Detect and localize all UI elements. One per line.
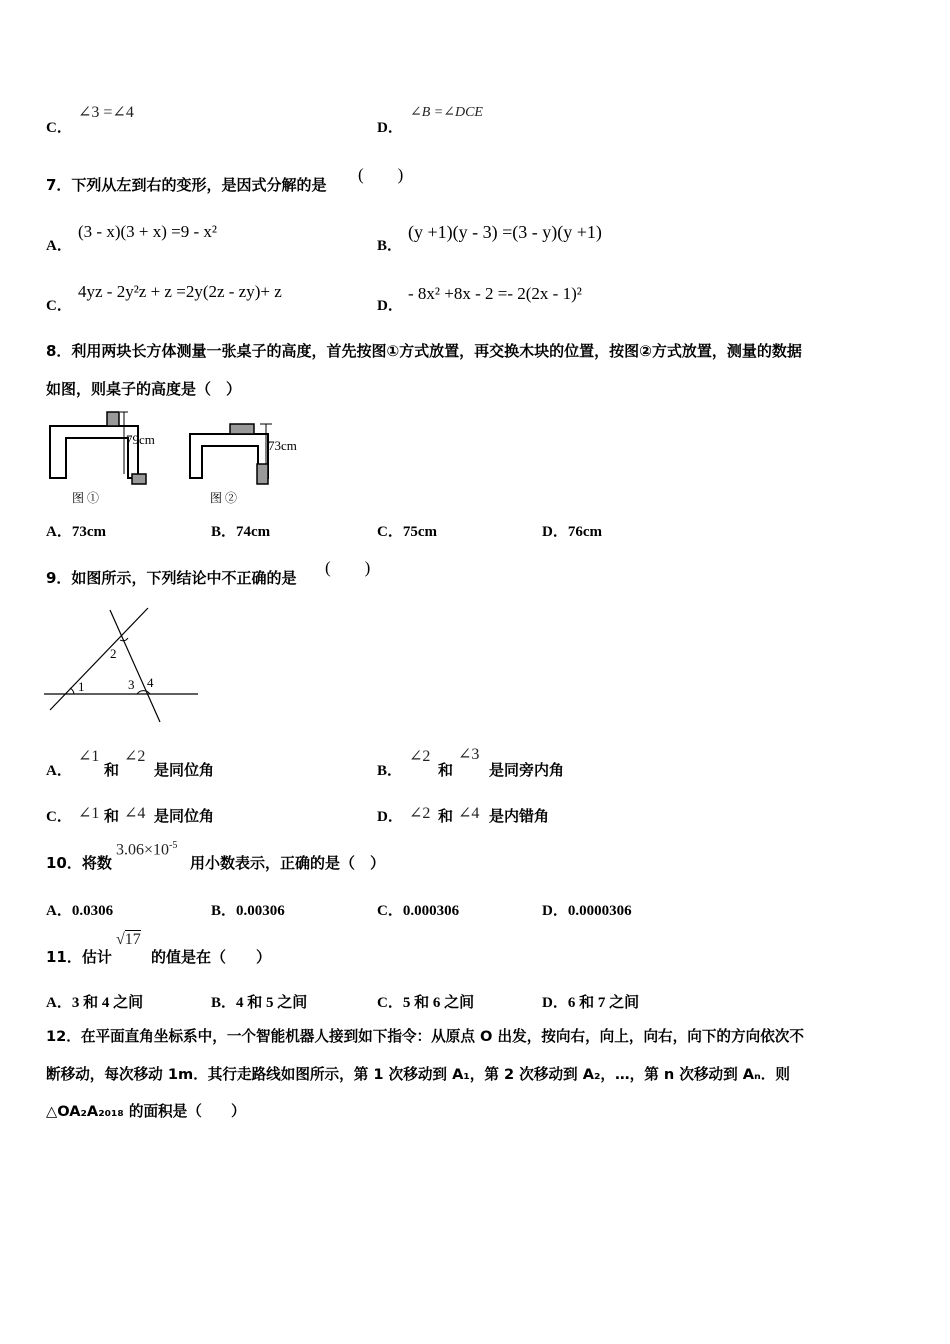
q8-stem-line1: 8．利用两块长方体测量一张桌子的高度，首先按图①方式放置，再交换木块的位置，按图②方式放置，测量的数据: [46, 342, 802, 360]
angle-label-2: 2: [110, 646, 117, 661]
q6-option-c-label: C．: [46, 120, 72, 136]
q7-option-c-expr: 4yz - 2y²z + z =2y(2z - zy)+ z: [78, 282, 282, 301]
q8-option-a: A．73cm: [46, 524, 106, 540]
q9-option-c-tail: 是同位角: [154, 809, 215, 825]
q6-option-d-expr: ∠B =∠DCE: [410, 105, 483, 120]
q9-option-c-mid: 和: [104, 809, 120, 825]
q11-radicand: 17: [124, 931, 141, 948]
q10-number: [116, 840, 177, 859]
q12-stem-line2: 断移动，每次移动 1m．其行走路线如图所示，第 1 次移动到 A₁，第 2 次移动到 A₂，…，第 n 次移动到 Aₙ．则: [46, 1066, 790, 1083]
q10-prefix: 10．将数: [46, 854, 112, 872]
q11-option-c: C．5 和 6 之间: [377, 995, 475, 1011]
q9-option-c-angle2: ∠4: [124, 805, 146, 822]
q8-option-c: C．75cm: [377, 524, 437, 540]
q7-option-b-label: B．: [377, 238, 403, 254]
q7-option-b-expr: (y +1)(y - 3) =(3 - y)(y +1): [408, 222, 602, 242]
q11-option-a: A．3 和 4 之间: [46, 995, 144, 1011]
q9-answer-paren: ( ): [325, 558, 371, 577]
q10-option-d: D．0.0000306: [542, 903, 632, 919]
q10-option-a: A．0.0306: [46, 903, 114, 919]
transversal-a: [50, 608, 148, 710]
q11-option-d: D．6 和 7 之间: [542, 995, 640, 1011]
angle-label-3: 3: [128, 677, 135, 692]
q9-option-d-angle2: ∠4: [458, 805, 480, 822]
q9-option-d-tail: 是内错角: [489, 809, 550, 825]
q9-option-b-mid: 和: [438, 763, 454, 779]
q9-option-c-angle1: ∠1: [78, 805, 100, 822]
q8-figures: [40, 408, 330, 508]
q7-option-a-expr: (3 - x)(3 + x) =9 - x²: [78, 222, 217, 241]
q9-option-d-mid: 和: [438, 809, 454, 825]
q9-option-b-tail: 是同旁内角: [489, 763, 565, 779]
fig2-measure: 73cm: [268, 438, 297, 453]
q9-option-a-label: A．: [46, 763, 72, 779]
q8-option-b: B．74cm: [211, 524, 271, 540]
q7-option-c-label: C．: [46, 298, 72, 314]
q9-option-c-label: C．: [46, 809, 72, 825]
q10-mantissa: 3.06×10: [116, 841, 170, 859]
q8-stem-line2: 如图，则桌子的高度是（ ）: [46, 380, 242, 398]
fig2-block-top: [230, 424, 254, 434]
q7-answer-paren: ( ): [358, 165, 404, 184]
q9-option-b-label: B．: [377, 763, 403, 779]
fig1-measure: 79cm: [126, 432, 155, 447]
q9-option-a-angle2: ∠2: [124, 748, 146, 765]
q10-option-b: B．0.00306: [211, 903, 285, 919]
angle-label-4: 4: [147, 675, 154, 690]
fig2-caption: 图 ②: [210, 491, 238, 505]
sqrt-icon: √: [116, 931, 125, 948]
q9-option-b-angle2: ∠3: [458, 746, 480, 763]
q11-sqrt: [116, 931, 141, 949]
angle-label-1: 1: [78, 679, 85, 694]
q9-option-a-tail: 是同位角: [154, 763, 215, 779]
q9-option-a-angle1: ∠1: [78, 748, 100, 765]
transversal-b: [110, 610, 160, 722]
q10-option-c: C．0.000306: [377, 903, 460, 919]
q9-option-b-angle1: ∠2: [409, 748, 431, 765]
q6-option-d-label: D．: [377, 120, 403, 136]
q7-option-d-label: D．: [377, 298, 403, 314]
q10-suffix: 用小数表示，正确的是（ ）: [190, 854, 386, 872]
q11-prefix: 11．估计: [46, 948, 112, 966]
q12-stem-line3: △OA₂A₂₀₁₈ 的面积是（ ）: [46, 1103, 246, 1120]
q9-stem: 9．如图所示，下列结论中不正确的是: [46, 569, 297, 587]
q11-option-b: B．4 和 5 之间: [211, 995, 308, 1011]
fig1-caption: 图 ①: [72, 491, 100, 505]
q9-option-d-label: D．: [377, 809, 403, 825]
fig1-block-top: [107, 412, 119, 426]
q9-figure: [40, 600, 210, 730]
q7-option-d-expr: - 8x² +8x - 2 =- 2(2x - 1)²: [408, 284, 582, 303]
q7-option-a-label: A．: [46, 238, 72, 254]
q11-suffix: 的值是在（ ）: [151, 948, 272, 966]
fig1-block-floor: [132, 474, 146, 484]
q7-stem: 7．下列从左到右的变形，是因式分解的是: [46, 176, 327, 194]
fig2-block-floor: [257, 464, 268, 484]
q9-option-a-mid: 和: [104, 763, 120, 779]
fig1-table: [50, 426, 138, 478]
q6-option-c-expr: ∠3 =∠4: [78, 104, 134, 121]
q8-option-d: D．76cm: [542, 524, 602, 540]
q12-stem-line1: 12．在平面直角坐标系中，一个智能机器人接到如下指令：从原点 O 出发，按向右，向上，向右，向下的方向依次不: [46, 1028, 804, 1045]
q10-exponent: -5: [169, 840, 178, 851]
q9-option-d-angle1: ∠2: [409, 805, 431, 822]
